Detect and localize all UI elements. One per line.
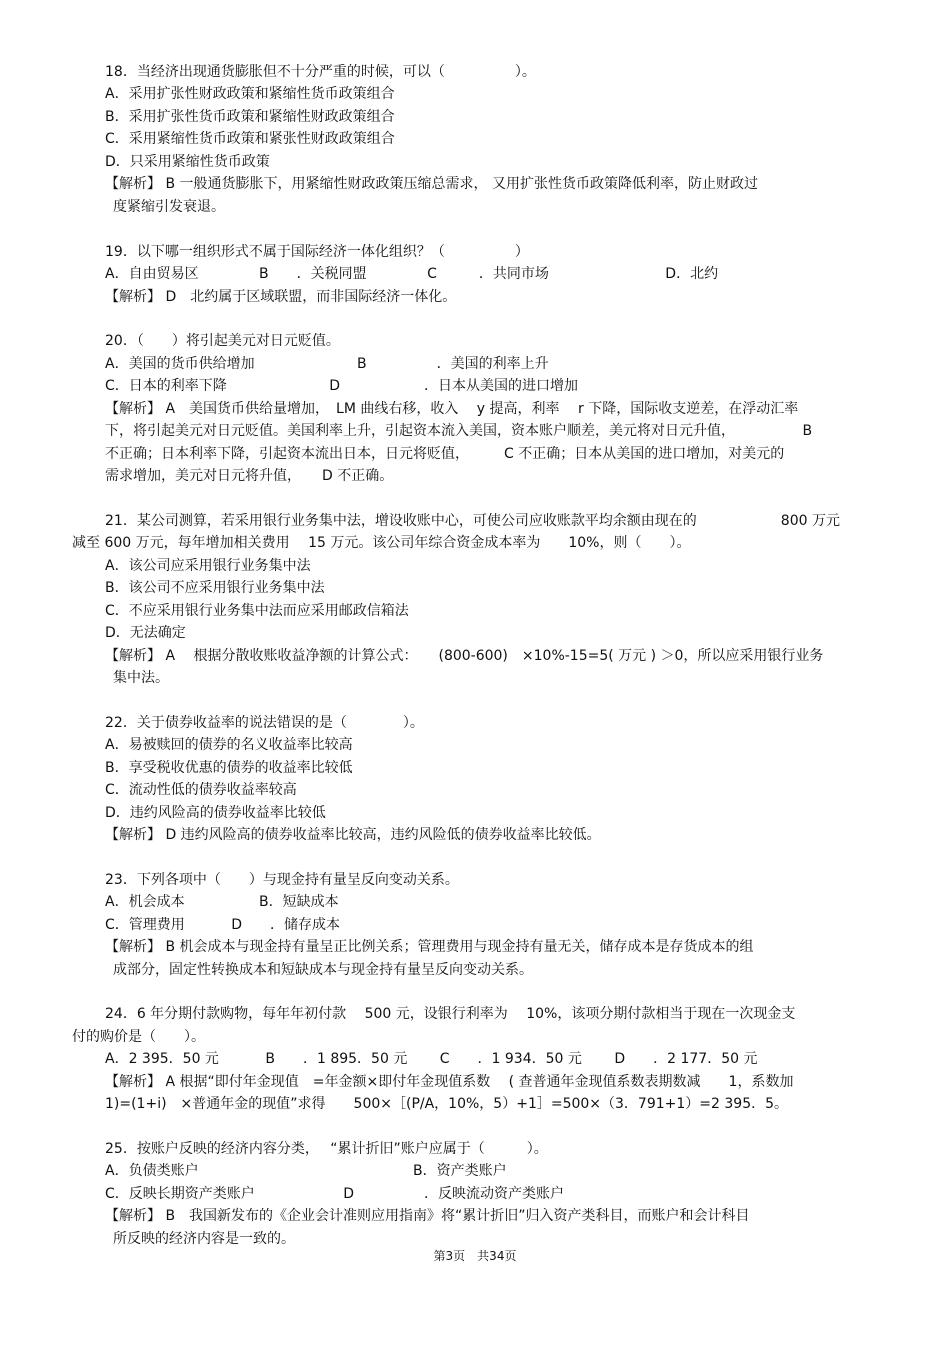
question-18-option-a: A．采用扩张性财政政策和紧缩性货币政策组合 [105, 86, 395, 102]
question-24-options: A．2 395．50 元 B ．1 895．50 元 C ．1 934．50 元 D ．2 177．50 元 [105, 1051, 758, 1067]
question-21-analysis: 【解析】 A 根据分散收账收益净额的计算公式： (800-600) ×10%-15=5( 万元 ) ＞0，所以应采用银行业务 [105, 648, 824, 664]
question-25-analysis-cont: 所反映的经济内容是一致的。 [113, 1231, 295, 1247]
question-25-analysis: 【解析】 B 我国新发布的《企业会计准则应用指南》将“累计折旧”归入资产类科目，而账户和会计科目 [105, 1208, 750, 1224]
question-21-option-d: D．无法确定 [105, 625, 186, 641]
question-20-stem: 20．（ ）将引起美元对日元贬值。 [105, 333, 340, 349]
question-20-analysis: 【解析】 A 美国货币供给量增加， LM 曲线右移，收入 y 提高，利率 r 下降，国际收支逆差，在浮动汇率 [105, 401, 799, 417]
question-22-option-c: C．流动性低的债券收益率较高 [105, 782, 297, 798]
question-23-analysis-cont: 成部分，固定性转换成本和短缺成本与现金持有量呈反向变动关系。 [113, 962, 533, 978]
question-24-analysis-cont: 1)=(1+i) ×普通年金的现值”求得 500×［(P/A，10%，5）+1］=500×（3．791+1）=2 395．5。 [105, 1096, 789, 1112]
question-25-options-cd: C．反映长期资产类账户 D ．反映流动资产类账户 [105, 1186, 565, 1202]
question-21-analysis-cont: 集中法。 [113, 670, 169, 686]
question-22-option-d: D．违约风险高的债券收益率比较低 [105, 805, 326, 821]
question-20-analysis-cont-1: 下，将引起美元对日元贬值。美国利率上升，引起资本流入美国，资本账户顺差，美元将对日元升值， B [105, 423, 813, 439]
question-19-stem: 19．以下哪一组织形式不属于国际经济一体化组织？（ ） [105, 244, 529, 260]
page-footer: 第3页 共34页 [433, 1249, 517, 1263]
question-20-options-cd: C．日本的利率下降 D ．日本从美国的进口增加 [105, 378, 579, 394]
question-22-analysis: 【解析】 D 违约风险高的债券收益率比较高，违约风险低的债券收益率比较低。 [105, 827, 601, 843]
question-23-options-cd: C．管理费用 D ．储存成本 [105, 917, 341, 933]
question-21-option-c: C．不应采用银行业务集中法而应采用邮政信箱法 [105, 603, 409, 619]
question-21-stem: 21．某公司测算，若采用银行业务集中法，增设收账中心，可使公司应收账款平均余额由现在的 800 万元 [105, 513, 840, 529]
question-22-stem: 22．关于债券收益率的说法错误的是（ ）。 [105, 715, 424, 731]
question-20-analysis-cont-2: 不正确；日本利率下降，引起资本流出日本，日元将贬值， C 不正确；日本从美国的进口增加，对美元的 [105, 446, 785, 462]
question-24-stem-cont: 付的购价是（ ）。 [72, 1029, 205, 1045]
question-23-analysis: 【解析】 B 机会成本与现金持有量呈正比例关系；管理费用与现金持有量无关，储存成本是存货成本的组 [105, 939, 754, 955]
question-20-analysis-cont-3: 需求增加，美元对日元将升值， D 不正确。 [105, 468, 394, 484]
question-24-analysis: 【解析】 A 根据“即付年金现值 =年金额×即付年金现值系数 ( 查普通年金现值系数表期数减 1，系数加 [105, 1074, 794, 1090]
question-19-options: A．自由贸易区 B ．关税同盟 C ．共同市场 D．北约 [105, 266, 719, 282]
question-23-stem: 23．下列各项中（ ）与现金持有量呈反向变动关系。 [105, 872, 459, 888]
question-23-options-ab: A．机会成本 B．短缺成本 [105, 894, 339, 910]
question-18-analysis-cont: 度紧缩引发衰退。 [113, 199, 225, 215]
question-21-stem-cont: 减至 600 万元，每年增加相关费用 15 万元。该公司年综合资金成本率为 10%，则（ ）。 [72, 535, 691, 551]
question-21-option-a: A．该公司应采用银行业务集中法 [105, 558, 311, 574]
question-20-options-ab: A．美国的货币供给增加 B ．美国的利率上升 [105, 356, 549, 372]
question-25-stem: 25．按账户反映的经济内容分类， “累计折旧”账户应属于（ ）。 [105, 1141, 548, 1157]
question-19-analysis: 【解析】 D 北约属于区域联盟，而非国际经济一体化。 [105, 289, 457, 305]
question-21-option-b: B．该公司不应采用银行业务集中法 [105, 580, 325, 596]
question-18-analysis: 【解析】 B 一般通货膨胀下，用紧缩性财政政策压缩总需求， 又用扩张性货币政策降低利率，防止财政过 [105, 176, 758, 192]
question-18-option-c: C．采用紧缩性货币政策和紧张性财政政策组合 [105, 131, 395, 147]
question-18-option-b: B．采用扩张性货币政策和紧缩性财政政策组合 [105, 109, 395, 125]
question-25-options-ab: A．负债类账户 B．资产类账户 [105, 1163, 507, 1179]
question-24-stem: 24．6 年分期付款购物，每年年初付款 500 元，设银行利率为 10%，该项分期付款相当于现在一次现金支 [105, 1006, 796, 1022]
question-22-option-b: B．享受税收优惠的债券的收益率比较低 [105, 760, 353, 776]
question-18-option-d: D．只采用紧缩性货币政策 [105, 154, 270, 170]
question-18-stem: 18．当经济出现通货膨胀但不十分严重的时候，可以（ ）。 [105, 64, 536, 80]
question-22-option-a: A．易被赎回的债券的名义收益率比较高 [105, 737, 353, 753]
